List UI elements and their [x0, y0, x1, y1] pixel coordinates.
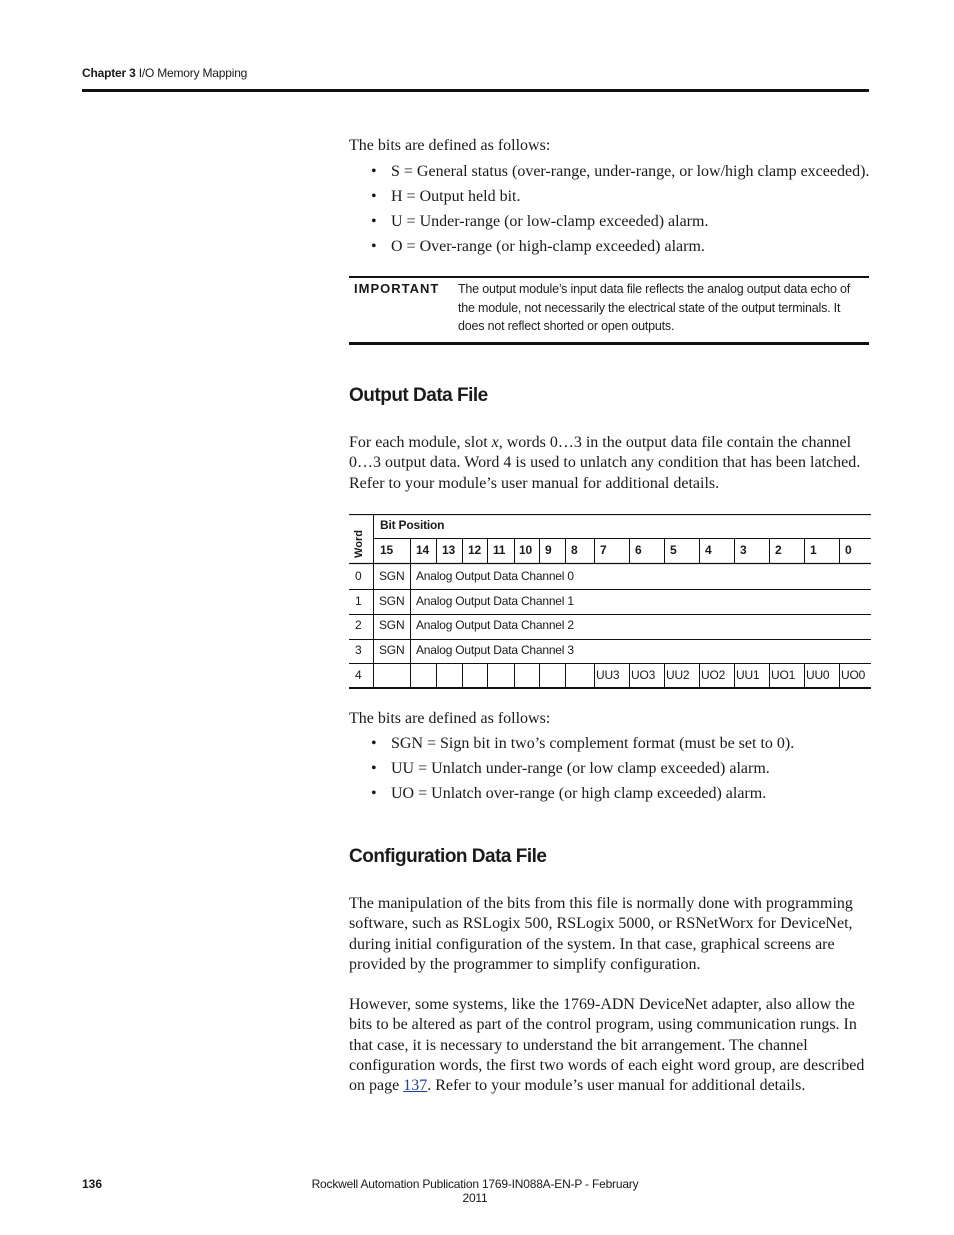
word-cell: 0	[355, 569, 362, 583]
bit-header-cell: 15	[380, 543, 393, 557]
bit-header-cell: 7	[600, 543, 607, 557]
input-bits-intro: The bits are defined as follows:	[349, 137, 551, 154]
chapter-title: I/O Memory Mapping	[138, 66, 248, 80]
list-item: • H = Output held bit.	[349, 184, 889, 209]
list-item: • O = Over-range (or high-clamp exceeded) alarm.	[349, 234, 889, 259]
chapter-label: Chapter 3	[82, 66, 136, 80]
word-header-text: Word	[353, 530, 365, 558]
config-paragraph-part: . Refer to your module’s user manual for additional details.	[427, 1077, 806, 1095]
output-paragraph-part: For each module, slot	[349, 434, 492, 451]
unlatch-cell: UO3	[631, 668, 656, 682]
word-cell: 2	[355, 618, 362, 632]
bit-header-cell: 2	[775, 543, 782, 557]
list-item: • UU = Unlatch under-range (or low clamp exceeded) alarm.	[349, 756, 889, 781]
running-header	[82, 66, 247, 80]
bit-header-cell: 13	[442, 543, 455, 557]
sign-cell: SGN	[379, 643, 405, 657]
bit-header-cell: 1	[810, 543, 817, 557]
bit-position-header: Bit Position	[380, 518, 445, 532]
word-cell: 1	[355, 594, 362, 608]
bit-header-cell: 10	[519, 543, 532, 557]
section-heading-output: Output Data File	[349, 385, 488, 406]
important-text: The output module’s input data file reflects the analog output data echo of the module, not necessarily the electrical state of the output terminals. It does not reflect shorted or open outputs.	[458, 282, 850, 333]
unlatch-cell: UO0	[841, 668, 866, 682]
word-column-header	[350, 524, 368, 564]
bit-header-cell: 14	[416, 543, 429, 557]
word-cell: 4	[355, 668, 362, 682]
important-top-rule	[349, 276, 869, 278]
sign-cell: SGN	[379, 618, 405, 632]
list-item: • S = General status (over-range, under-range, or low/high clamp exceeded).	[349, 159, 889, 184]
header-rule	[82, 89, 869, 92]
bit-header-cell: 6	[635, 543, 642, 557]
bit-header-cell: 12	[468, 543, 481, 557]
config-paragraph-part: However, some systems, like the 1769-ADN DeviceNet adapter, also allow the bits to be altered as part of the control program, using communication rungs. In that case, it is necessary to understand the bit arrangement. The channel configuration words, the first two words of each eight word group, are described on page	[349, 996, 865, 1095]
unlatch-cell: UU3	[596, 668, 620, 682]
slot-variable: x	[491, 434, 499, 451]
output-paragraph-part: , words 0…3 in the output data file contain the channel 0…3 output data. Word 4 is used to unlatch any condition that has been latched. Refer to your module’s user manual for additional details.	[349, 434, 861, 492]
page-number: 136	[82, 1177, 103, 1191]
word-cell: 3	[355, 643, 362, 657]
bit-header-cell: 11	[493, 543, 506, 557]
output-paragraph	[349, 433, 869, 494]
page-reference-link[interactable]: 137	[403, 1077, 428, 1095]
unlatch-cell: UO1	[771, 668, 796, 682]
bit-header-cell: 8	[571, 543, 578, 557]
important-bottom-rule	[349, 342, 869, 345]
unlatch-cell: UO2	[701, 668, 726, 682]
list-item: • SGN = Sign bit in two’s complement format (must be set to 0).	[349, 731, 889, 756]
unlatch-cell: UU2	[666, 668, 690, 682]
data-cell: Analog Output Data Channel 2	[416, 618, 574, 632]
bit-header-cell: 9	[545, 543, 552, 557]
config-paragraph-2	[349, 995, 869, 1096]
bit-position-table	[349, 514, 871, 689]
bit-header-cell: 0	[845, 543, 852, 557]
data-cell: Analog Output Data Channel 3	[416, 643, 574, 657]
config-paragraph-1: The manipulation of the bits from this file is normally done with programming software, such as RSLogix 500, RSLogix 5000, or RSNetWorx for DeviceNet, during initial configuration of the system. In that case, graphical screens are provided by the programmer to simplify configuration.	[349, 895, 853, 973]
output-bits-list	[349, 731, 889, 806]
input-bits-list	[349, 159, 889, 259]
section-heading-configuration: Configuration Data File	[349, 846, 547, 867]
bit-header-cell: 4	[705, 543, 712, 557]
output-bits-intro: The bits are defined as follows:	[349, 710, 551, 727]
list-item: • U = Under-range (or low-clamp exceeded) alarm.	[349, 209, 889, 234]
publication-info: Rockwell Automation Publication 1769-IN088A-EN-P - February 2011	[311, 1177, 639, 1205]
data-cell: Analog Output Data Channel 1	[416, 594, 574, 608]
list-item: • UO = Unlatch over-range (or high clamp exceeded) alarm.	[349, 781, 889, 806]
unlatch-cell: UU0	[806, 668, 830, 682]
unlatch-cell: UU1	[736, 668, 760, 682]
bit-header-cell: 5	[670, 543, 677, 557]
bit-header-cell: 3	[740, 543, 747, 557]
data-cell: Analog Output Data Channel 0	[416, 569, 574, 583]
sign-cell: SGN	[379, 569, 405, 583]
important-label: IMPORTANT	[354, 281, 440, 296]
sign-cell: SGN	[379, 594, 405, 608]
